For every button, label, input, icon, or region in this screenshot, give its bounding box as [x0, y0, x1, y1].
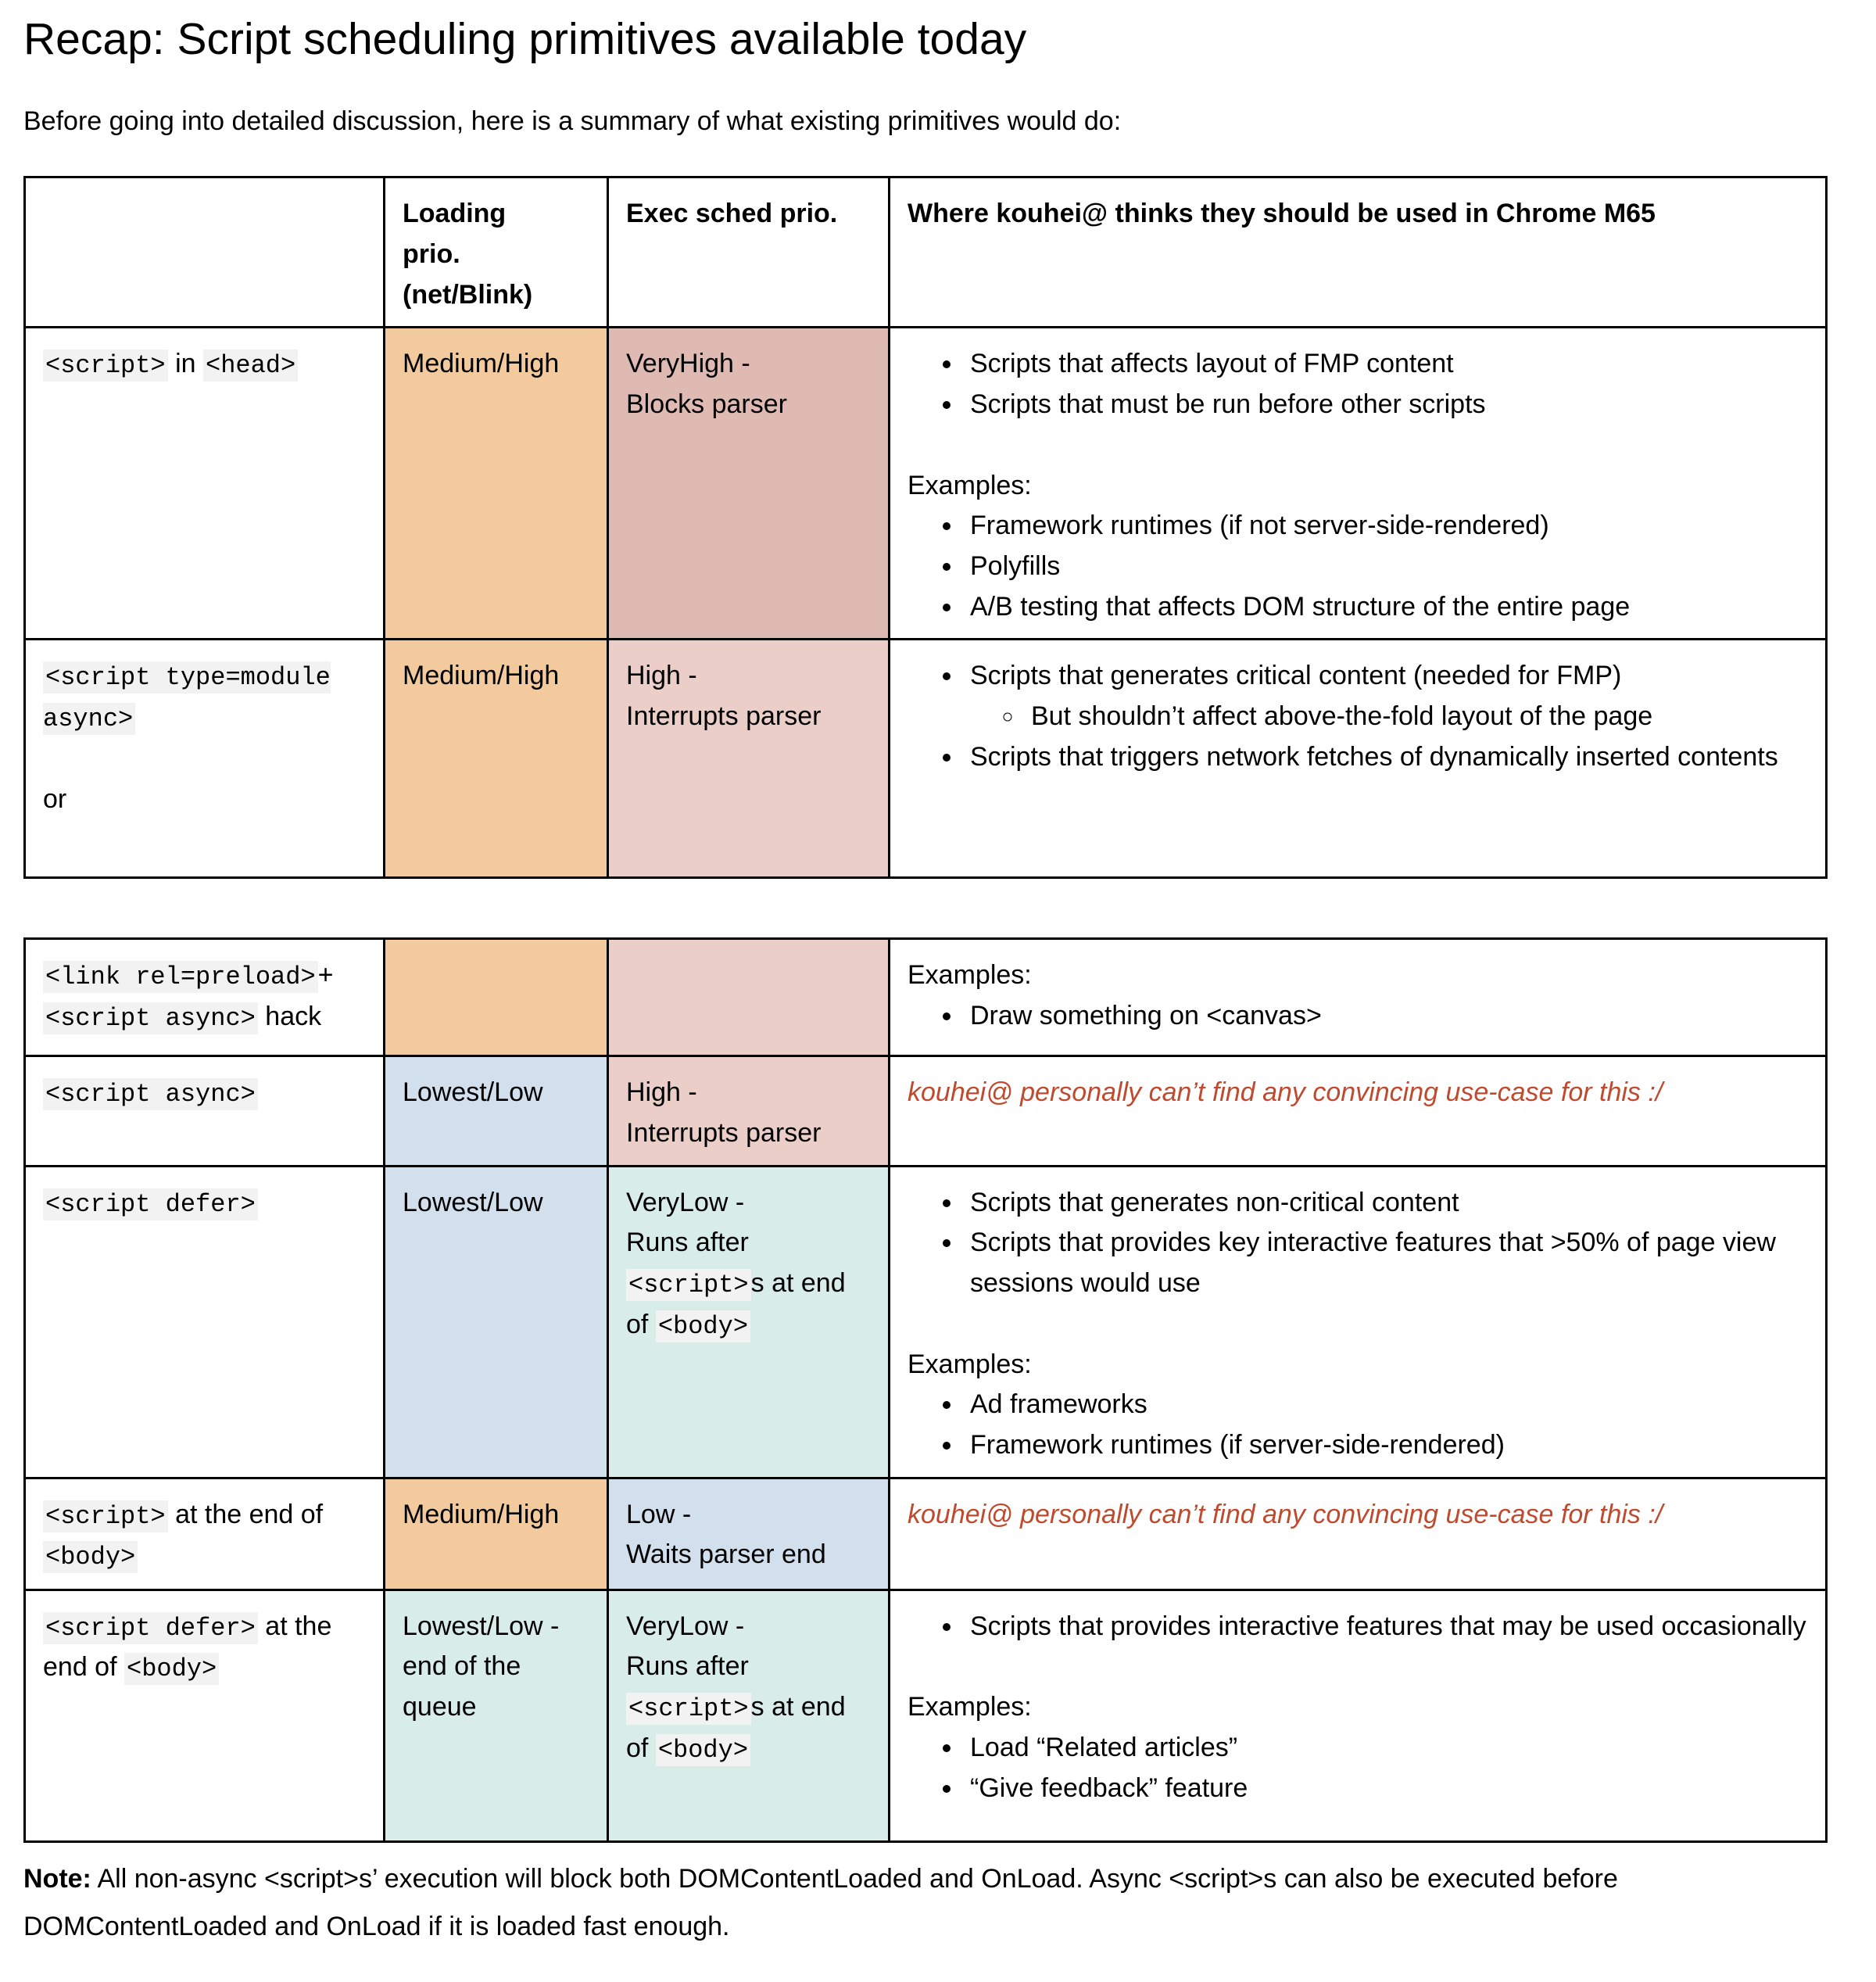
paragraph: [43, 1495, 367, 1577]
code-span: <script defer>: [43, 1188, 258, 1220]
text-span: or: [43, 783, 67, 814]
text-span: VeryHigh -: [626, 349, 750, 379]
text-span: Waits parser end: [626, 1539, 826, 1570]
text-span: Ad frameworks: [970, 1389, 1147, 1420]
bullet-item: [964, 587, 1810, 628]
text-span: Scripts that generates non-critical content: [970, 1187, 1459, 1217]
footnote-text: All non-async <script>s’ execution will block both DOMContentLoaded and OnLoad. Async <script>s can also be executed before DOMContentLoaded and OnLoad if it is loaded fast enough.: [23, 1863, 1618, 1941]
table-row: [25, 939, 1827, 1056]
table-row: [25, 1166, 1827, 1478]
bullet-item: [964, 1728, 1810, 1769]
bullet-item: [964, 547, 1810, 587]
paragraph: [626, 656, 872, 737]
header-exec-prio: Exec sched prio.: [608, 177, 890, 328]
bullet-item: [964, 1425, 1810, 1466]
paragraph: [403, 656, 591, 697]
paragraph: [908, 1687, 1810, 1728]
paragraph: [626, 1073, 872, 1153]
paragraph: [403, 1183, 591, 1224]
text-span: end of the queue: [403, 1651, 521, 1722]
loading-priority-cell: [385, 328, 608, 640]
usage-cell: [890, 640, 1827, 878]
header-empty-cell: [25, 177, 385, 328]
header-row: [25, 177, 1827, 328]
text-span: Load “Related articles”: [970, 1733, 1238, 1763]
paragraph: [43, 656, 367, 738]
code-span: <body>: [656, 1310, 750, 1342]
code-span: <script>: [626, 1693, 751, 1725]
exec-priority-cell: [608, 640, 890, 878]
exec-priority-cell: [608, 1590, 890, 1841]
header-line: (net/Blink): [403, 279, 533, 310]
primitives-table-1: [23, 176, 1828, 879]
paragraph: [626, 1495, 872, 1575]
code-span: <body>: [124, 1653, 219, 1685]
paragraph: [403, 1607, 591, 1728]
header-line: Loading: [403, 199, 507, 229]
table-row: [25, 1056, 1827, 1166]
text-span: Lowest/Low -: [403, 1611, 560, 1641]
code-span: <script async>: [43, 1002, 258, 1034]
loading-priority-cell: [385, 1590, 608, 1841]
header-line: prio.: [403, 239, 460, 270]
text-span: kouhei@ personally can’t find any convincing use-case for this :/: [908, 1499, 1663, 1529]
comment-text: [908, 1495, 1810, 1536]
paragraph: [43, 955, 367, 1038]
text-span: Examples:: [908, 1349, 1032, 1379]
exec-priority-cell: [608, 1166, 890, 1478]
text-span: Examples:: [908, 960, 1032, 991]
footnote-label: Note:: [23, 1863, 91, 1894]
primitive-cell: [25, 939, 385, 1056]
text-span: Draw something on <canvas>: [970, 1001, 1322, 1031]
text-span: Scripts that provides key interactive features that >50% of page view sessions would use: [970, 1228, 1776, 1299]
code-span: <body>: [43, 1541, 138, 1573]
header-usage: Where kouhei@ thinks they should be used in Chrome M65: [890, 177, 1827, 328]
text-span: Scripts that generates critical content (needed for FMP): [970, 661, 1622, 691]
exec-priority-cell: [608, 1056, 890, 1166]
text-span: But shouldn’t affect above-the-fold layout of the page: [1031, 701, 1653, 732]
primitive-cell: [25, 1166, 385, 1478]
paragraph: [403, 1495, 591, 1536]
text-span: VeryLow -: [626, 1187, 745, 1217]
text-span: Scripts that triggers network fetches of dynamically inserted contents: [970, 741, 1778, 772]
bullet-item: [964, 737, 1810, 778]
bullet-item: [964, 1769, 1810, 1809]
usage-cell: [890, 1056, 1827, 1166]
paragraph: [43, 1183, 367, 1224]
comment-text: [908, 1073, 1810, 1113]
primitive-cell: [25, 640, 385, 878]
bullet-item: [964, 996, 1810, 1037]
text-span: hack: [257, 1002, 322, 1032]
bullet-item: [964, 1183, 1810, 1224]
text-span: +: [317, 960, 334, 991]
bullet-list: [908, 1728, 1810, 1808]
code-span: <script>: [43, 1500, 168, 1532]
text-span: s at end of: [626, 1692, 846, 1763]
table-row: [25, 1478, 1827, 1590]
text-span: Examples:: [908, 1692, 1032, 1722]
paragraph: [908, 955, 1810, 996]
code-span: <link rel=preload>: [43, 961, 318, 993]
usage-cell: [890, 1166, 1827, 1478]
loading-priority-cell: [385, 640, 608, 878]
primitives-table-2: [23, 937, 1828, 1842]
bullet-list: [908, 1385, 1810, 1465]
paragraph: [626, 1607, 872, 1770]
text-span: VeryLow -: [626, 1611, 745, 1641]
table-row: [25, 328, 1827, 640]
text-span: Runs after: [626, 1228, 749, 1258]
bullet-item: [964, 344, 1810, 385]
bullet-item: [964, 1385, 1810, 1425]
text-span: Framework runtimes (if not server-side-rendered): [970, 511, 1549, 541]
bullet-item: [964, 1607, 1810, 1647]
paragraph: [43, 1607, 367, 1689]
text-span: Lowest/Low: [403, 1077, 543, 1108]
usage-cell: [890, 1590, 1827, 1841]
text-span: Lowest/Low: [403, 1187, 543, 1217]
paragraph: [626, 1183, 872, 1346]
paragraph: [908, 466, 1810, 507]
usage-cell: [890, 328, 1827, 640]
exec-priority-cell: [608, 1478, 890, 1590]
text-span: Examples:: [908, 470, 1032, 500]
table2-body: [25, 939, 1827, 1841]
bullet-list: [908, 1607, 1810, 1647]
text-span: “Give feedback” feature: [970, 1772, 1248, 1803]
text-span: Polyfills: [970, 551, 1061, 582]
text-span: kouhei@ personally can’t find any convincing use-case for this :/: [908, 1077, 1663, 1108]
paragraph: [908, 1345, 1810, 1385]
text-span: Medium/High: [403, 1499, 560, 1529]
usage-cell: [890, 1478, 1827, 1590]
paragraph: [43, 344, 367, 385]
text-span: Blocks parser: [626, 389, 787, 420]
code-span: <script>: [43, 349, 168, 382]
text-span: in: [167, 349, 203, 379]
exec-priority-cell: [608, 939, 890, 1056]
bullet-item: [964, 385, 1810, 425]
exec-priority-cell: [608, 328, 890, 640]
code-span: <head>: [203, 349, 298, 382]
bullet-list: [908, 996, 1810, 1037]
primitive-cell: [25, 1478, 385, 1590]
loading-priority-cell: [385, 1056, 608, 1166]
usage-cell: [890, 939, 1827, 1056]
text-span: A/B testing that affects DOM structure of the entire page: [970, 591, 1631, 622]
text-span: Scripts that must be run before other scripts: [970, 389, 1486, 420]
text-span: Framework runtimes (if server-side-rendered): [970, 1430, 1505, 1461]
text-span: Interrupts parser: [626, 701, 822, 732]
bullet-list: [908, 1183, 1810, 1304]
text-span: Runs after: [626, 1651, 749, 1682]
bullet-item: [964, 506, 1810, 547]
intro-text: Before going into detailed discussion, here is a summary of what existing primitives would do:: [23, 106, 1122, 137]
text-span: Interrupts parser: [626, 1118, 822, 1149]
page-title: Recap: Script scheduling primitives available today: [23, 14, 1027, 64]
code-span: <script>: [626, 1269, 751, 1301]
table-row: [25, 640, 1827, 878]
paragraph: [626, 344, 872, 425]
code-span: <script type=module async>: [43, 663, 331, 734]
bullet-list: [908, 656, 1810, 777]
text-span: Medium/High: [403, 349, 560, 379]
text-span: High -: [626, 1077, 697, 1108]
text-span: Medium/High: [403, 661, 560, 691]
table-row: [25, 1590, 1827, 1841]
loading-priority-cell: [385, 939, 608, 1056]
bullet-list: [908, 506, 1810, 627]
paragraph: [403, 1073, 591, 1113]
footnote: [23, 1855, 1821, 1951]
text-span: High -: [626, 661, 697, 691]
primitive-cell: [25, 328, 385, 640]
paragraph: [43, 780, 367, 820]
loading-priority-cell: [385, 1166, 608, 1478]
text-span: Scripts that affects layout of FMP content: [970, 349, 1454, 379]
paragraph: [403, 344, 591, 385]
text-span: at the end of: [167, 1499, 324, 1529]
code-span: <script async>: [43, 1078, 258, 1110]
primitive-cell: [25, 1590, 385, 1841]
text-span: at the end of: [43, 1611, 332, 1683]
header-loading-prio: [385, 177, 608, 328]
paragraph: [43, 1073, 367, 1114]
bullet-item: [964, 1223, 1810, 1303]
primitive-cell: [25, 1056, 385, 1166]
text-span: Scripts that provides interactive features that may be used occasionally: [970, 1611, 1806, 1641]
loading-priority-cell: [385, 1478, 608, 1590]
bullet-list: [908, 344, 1810, 425]
bullet-item: [964, 656, 1810, 697]
text-span: Low -: [626, 1499, 692, 1529]
code-span: <script defer>: [43, 1612, 258, 1644]
text-span: s at end of: [626, 1268, 846, 1339]
table1-body: [25, 177, 1827, 878]
bullet-item: [1025, 697, 1810, 737]
code-span: <body>: [656, 1734, 750, 1766]
